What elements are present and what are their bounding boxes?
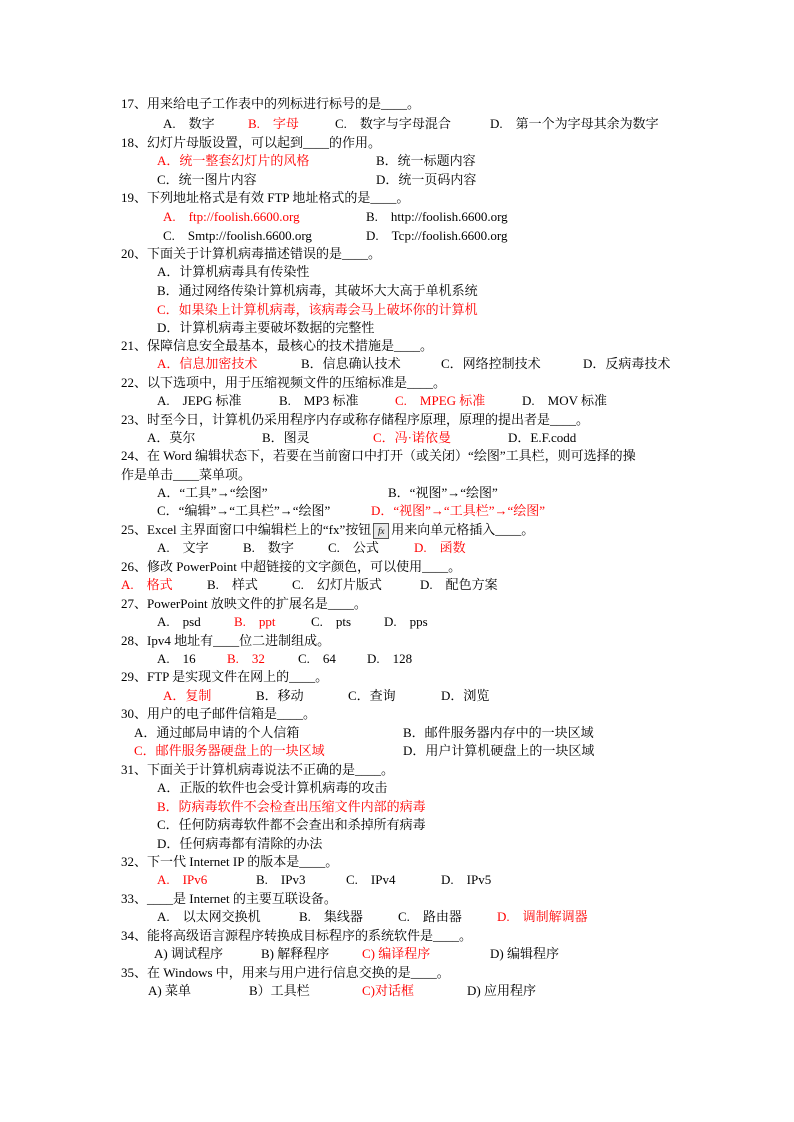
question-17-option-d: D. 第一个为字母其余为数字 bbox=[490, 116, 659, 131]
question-31-option-d: D．任何病毒都有清除的办法 bbox=[157, 836, 323, 851]
question-32-option-b: B. IPv3 bbox=[256, 872, 306, 887]
question-24-option-d: D．“视图”→“工具栏”→“绘图” bbox=[371, 503, 546, 518]
question-35-option-b: B）工具栏 bbox=[249, 983, 310, 998]
question-29-option-a: A．复制 bbox=[163, 688, 212, 703]
question-18-text: 18、幻灯片母版设置，可以起到____的作用。 bbox=[121, 135, 382, 150]
question-27-text: 27、PowerPoint 放映文件的扩展名是____。 bbox=[121, 596, 367, 611]
question-24-text-cont: 作是单击____菜单项。 bbox=[121, 467, 252, 482]
question-26-option-b: B. 样式 bbox=[207, 577, 258, 592]
question-24-text: 24、在 Word 编辑状态下，若要在当前窗口中打开（或关闭）“绘图”工具栏，则可选择的操 bbox=[121, 448, 636, 463]
question-21-text: 21、保障信息安全最基本，最核心的技术措施是____。 bbox=[121, 338, 434, 353]
question-32-option-a: A. IPv6 bbox=[157, 872, 208, 887]
question-21-option-b: B．信息确认技术 bbox=[301, 356, 401, 371]
question-17-option-b: B. 字母 bbox=[248, 116, 299, 131]
question-33-option-b: B. 集线器 bbox=[299, 909, 363, 924]
question-29-option-c: C．查询 bbox=[348, 688, 396, 703]
question-20-option-c: C．如果染上计算机病毒，该病毒会马上破坏你的计算机 bbox=[157, 302, 478, 317]
question-35-option-a: A) 菜单 bbox=[148, 983, 191, 998]
question-26-option-d: D. 配色方案 bbox=[420, 577, 498, 592]
question-30-text: 30、用户的电子邮件信箱是____。 bbox=[121, 706, 317, 721]
question-26-option-c: C. 幻灯片版式 bbox=[292, 577, 382, 592]
question-30-option-b: B．邮件服务器内存中的一块区域 bbox=[403, 725, 594, 740]
question-23-option-a: A．莫尔 bbox=[147, 430, 196, 445]
question-35-text: 35、在 Windows 中，用来与用户进行信息交换的是____。 bbox=[121, 965, 450, 980]
question-19-option-d: D. Tcp://foolish.6600.org bbox=[366, 228, 508, 243]
question-18-option-d: D．统一页码内容 bbox=[376, 172, 477, 187]
question-27-option-b: B. ppt bbox=[234, 614, 276, 629]
question-28-option-d: D. 128 bbox=[367, 651, 413, 666]
question-34-text: 34、能将高级语言源程序转换成目标程序的系统软件是____。 bbox=[121, 928, 473, 943]
question-26-text: 26、修改 PowerPoint 中超链接的文字颜色，可以使用____。 bbox=[121, 559, 462, 574]
question-32-text: 32、下一代 Internet IP 的版本是____。 bbox=[121, 854, 339, 869]
question-31-option-b: B．防病毒软件不会检查出压缩文件内部的病毒 bbox=[157, 799, 426, 814]
question-19-option-a: A. ftp://foolish.6600.org bbox=[163, 209, 300, 224]
question-31-option-a: A．正版的软件也会受计算机病毒的攻击 bbox=[157, 780, 388, 795]
question-31-option-c: C．任何防病毒软件都不会查出和杀掉所有病毒 bbox=[157, 817, 426, 832]
question-17-text: 17、用来给电子工作表中的列标进行标号的是____。 bbox=[121, 96, 421, 111]
question-21-option-a: A．信息加密技术 bbox=[157, 356, 258, 371]
question-30-option-d: D．用户计算机硬盘上的一块区域 bbox=[403, 743, 595, 758]
question-29-text: 29、FTP 是实现文件在网上的____。 bbox=[121, 669, 329, 684]
question-28-option-c: C. 64 bbox=[298, 651, 336, 666]
question-23-text: 23、时至今日，计算机仍采用程序内存或称存储程序原理，原理的提出者是____。 bbox=[121, 412, 590, 427]
question-19-option-b: B. http://foolish.6600.org bbox=[366, 209, 508, 224]
question-31-text: 31、下面关于计算机病毒说法不正确的是____。 bbox=[121, 762, 395, 777]
question-25-text: 25、Excel 主界面窗口中编辑栏上的“fx”按钮 bbox=[121, 522, 372, 537]
question-33-option-d: D. 调制解调器 bbox=[497, 909, 588, 924]
question-21-option-c: C．网络控制技术 bbox=[441, 356, 541, 371]
question-33-option-a: A. 以太网交换机 bbox=[157, 909, 261, 924]
question-20-option-d: D．计算机病毒主要破坏数据的完整性 bbox=[157, 320, 375, 335]
question-27-option-c: C. pts bbox=[311, 614, 352, 629]
question-32-option-d: D. IPv5 bbox=[441, 872, 492, 887]
question-23-option-c: C．冯·诺依曼 bbox=[373, 430, 452, 445]
question-27-option-d: D. pps bbox=[384, 614, 428, 629]
question-30-option-c: C．邮件服务器硬盘上的一块区域 bbox=[134, 743, 325, 758]
question-17-option-c: C. 数字与字母混合 bbox=[335, 116, 451, 131]
question-18-option-c: C．统一图片内容 bbox=[157, 172, 257, 187]
question-32-option-c: C. IPv4 bbox=[346, 872, 396, 887]
question-25-option-d: D. 函数 bbox=[414, 540, 466, 555]
question-22-option-d: D. MOV 标准 bbox=[522, 393, 607, 408]
question-25-option-c: C. 公式 bbox=[328, 540, 379, 555]
question-20-option-a: A．计算机病毒具有传染性 bbox=[157, 264, 310, 279]
question-25-option-a: A. 文字 bbox=[157, 540, 209, 555]
question-25 bbox=[121, 521, 534, 539]
question-28-option-b: B. 32 bbox=[227, 651, 265, 666]
question-21-option-d: D．反病毒技术 bbox=[583, 356, 671, 371]
question-34-option-c: C) 编译程序 bbox=[362, 946, 431, 961]
question-35-option-c: C)对话框 bbox=[362, 983, 415, 998]
question-20-option-b: B．通过网络传染计算机病毒，其破坏大大高于单机系统 bbox=[157, 283, 478, 298]
question-24-option-a: A．“工具”→“绘图” bbox=[157, 485, 268, 500]
question-26-option-a: A. 格式 bbox=[121, 577, 173, 592]
question-22-text: 22、以下选项中，用于压缩视频文件的压缩标准是____。 bbox=[121, 375, 447, 390]
question-22-option-c: C. MPEG 标准 bbox=[395, 393, 486, 408]
question-34-option-b: B) 解释程序 bbox=[261, 946, 330, 961]
question-19-text: 19、下列地址格式是有效 FTP 地址格式的是____。 bbox=[121, 190, 410, 205]
question-24-option-b: B．“视图”→“绘图” bbox=[388, 485, 498, 500]
question-25-tail: 用来向单元格插入____。 bbox=[391, 522, 535, 537]
fx-button-icon: fx bbox=[373, 523, 389, 539]
question-34-option-a: A) 调试程序 bbox=[154, 946, 223, 961]
question-33-option-c: C. 路由器 bbox=[398, 909, 462, 924]
question-30-option-a: A．通过邮局申请的个人信箱 bbox=[134, 725, 300, 740]
question-18-option-b: B．统一标题内容 bbox=[376, 153, 476, 168]
question-18-option-a: A．统一整套幻灯片的风格 bbox=[157, 153, 310, 168]
question-17-option-a: A. 数字 bbox=[163, 116, 215, 131]
question-19-option-c: C. Smtp://foolish.6600.org bbox=[163, 228, 312, 243]
question-29-option-b: B．移动 bbox=[256, 688, 304, 703]
question-35-option-d: D) 应用程序 bbox=[467, 983, 536, 998]
question-33-text: 33、____是 Internet 的主要互联设备。 bbox=[121, 891, 337, 906]
question-28-text: 28、Ipv4 地址有____位二进制组成。 bbox=[121, 633, 331, 648]
question-28-option-a: A. 16 bbox=[157, 651, 196, 666]
question-22-option-b: B. MP3 标准 bbox=[279, 393, 359, 408]
question-20-text: 20、下面关于计算机病毒描述错误的是____。 bbox=[121, 246, 382, 261]
question-23-option-b: B．图灵 bbox=[262, 430, 310, 445]
question-22-option-a: A. JEPG 标准 bbox=[157, 393, 242, 408]
question-29-option-d: D．浏览 bbox=[441, 688, 490, 703]
question-34-option-d: D) 编辑程序 bbox=[490, 946, 559, 961]
question-27-option-a: A. psd bbox=[157, 614, 201, 629]
question-23-option-d: D．E.F.codd bbox=[508, 430, 577, 445]
question-25-option-b: B. 数字 bbox=[243, 540, 294, 555]
question-24-option-c: C．“编辑”→“工具栏”→“绘图” bbox=[157, 503, 331, 518]
